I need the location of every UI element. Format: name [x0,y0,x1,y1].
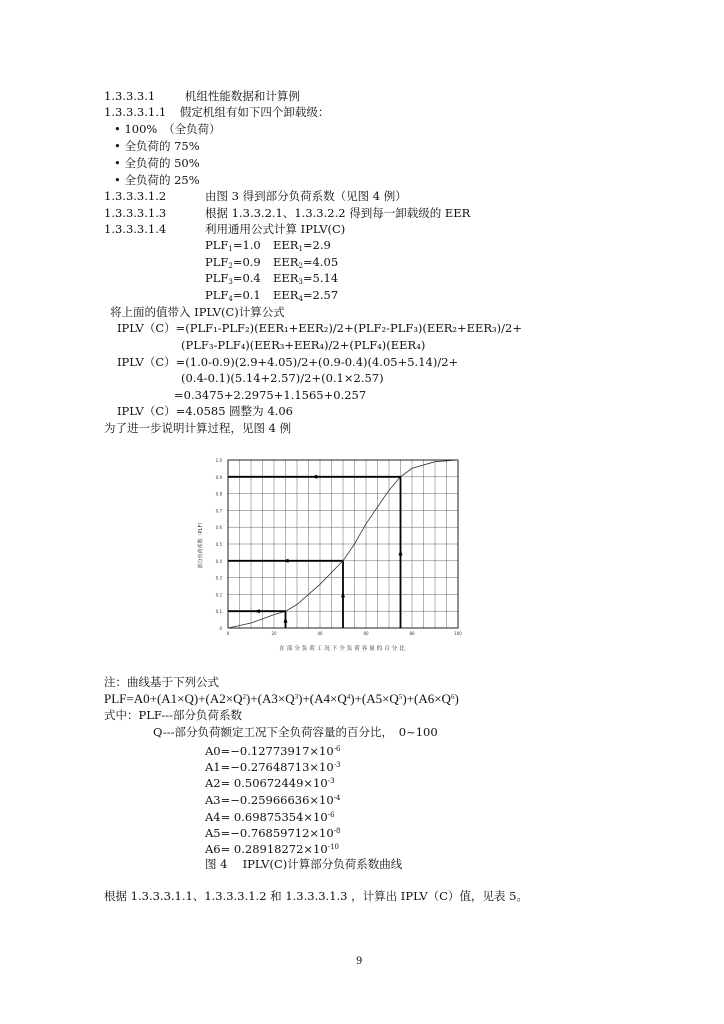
list-item: • 100% （全负荷） [114,122,221,136]
x-tick-label: 20 [271,631,277,636]
list-item: • 全负荷的 75% [114,139,200,153]
y-tick-label: 0.7 [215,508,222,514]
formula-line: (0.4-0.1)(5.14+2.57)/2+(0.1×2.57) [181,371,384,385]
step-line: 1.3.3.3.1.4 利用通用公式计算 IPLV(C) [104,222,346,236]
y-tick-label: 1.0 [215,458,222,463]
y-tick-label: 0.2 [215,592,222,598]
formula-line: IPLV（C）=(PLF₁-PLF₂)(EER₁+EER₂)/2+(PLF₂-PLF₃)(EER₂+EER₃)/2+ [117,321,522,335]
section-number: 1.3.3.3.1 [104,89,156,103]
y-tick-label: 0.9 [215,474,222,480]
step-line: 1.3.3.3.1.2 由图 3 得到部分负荷系数（见图 4 例） [104,189,407,203]
coefficient: $A2= 0.50672449\times 10^{-3}$ [205,776,335,790]
formula-line: IPLV（C）=4.0585 圆整为 4.06 [117,404,293,418]
x-tick-label: 40 [317,631,323,636]
coefficient: $A1=-0.27648713\times 10^{-3}$ [205,760,341,774]
value-row: $PLF_2=0.9$ $EER_2=4.05$ [205,255,339,270]
explain-text: 为了进一步说明计算过程，见图 4 例 [104,421,292,435]
y-tick-label: 0.6 [215,525,222,531]
page-number: 9 [356,956,363,967]
section-number: 1.3.3.3.1.1 [104,105,167,119]
y-tick-label: 0.5 [215,542,222,547]
conclusion-text: 根据 1.3.3.3.1.1、1.3.3.3.1.2 和 1.3.3.3.1.3 ，计算出 IPLV（C）值，见表 5。 [104,889,528,903]
section-heading [104,89,300,103]
formula-line: IPLV（C）=(1.0-0.9)(2.9+4.05)/2+(0.9-0.4)(4.05+5.14)/2+ [117,355,459,369]
coefficient: $A6= 0.28918272\times 10^{-10}$ [205,842,339,856]
plf-chart [190,450,480,660]
figure-caption: 图 4 IPLV(C)计算部分负荷系数曲线 [205,857,403,871]
arrow-up-icon [399,549,403,555]
arrow-left-icon [311,475,317,479]
y-tick-label: 0.3 [215,575,222,581]
y-tick-label: 0.4 [215,558,222,564]
formula-line: (PLF₃-PLF₄)(EER₃+EER₄)/2+(PLF₄)(EER₄) [181,338,426,352]
list-item: • 全负荷的 25% [114,173,200,187]
section-title: 假定机组有如下四个卸载级： [179,105,330,119]
list-item: • 全负荷的 50% [114,156,200,170]
x-tick-label: 100 [454,631,462,636]
formula-line: =0.3475+2.2975+1.1565+0.257 [174,388,367,402]
y-tick-label: 0.8 [215,491,222,497]
substitute-title: 将上面的值带入 IPLV(C)计算公式 [110,305,285,319]
value-row: $PLF_1=1.0$ $EER_1=2.9$ [205,238,331,253]
note-title: 注：曲线基于下列公式 [104,675,219,689]
arrow-up-icon [284,617,288,623]
coefficient: $A0=-0.12773917\times 10^{-6}$ [205,744,341,758]
arrow-left-icon [254,609,260,613]
section-heading [104,105,329,119]
value-row: $PLF_4=0.1$ $EER_4=2.57$ [205,288,339,303]
section-title: 机组性能数据和计算例 [184,89,300,103]
x-tick-label: 80 [409,631,415,636]
x-tick-label: 60 [363,631,369,636]
x-tick-label: 0 [226,631,230,636]
where-q: Q---部分负荷额定工况下全负荷容量的百分比， 0~100 [153,725,438,739]
coefficient: $A5=-0.76859712\times 10^{-8}$ [205,826,341,840]
plf-formula: $PLF=A0+(A1\times Q)+(A2\times Q^2)+(A3\times Q^3)+(A4\times Q^4)+(A5\times Q^5)+(A6\times Q^6)$ [104,691,459,706]
y-tick-label: 0.1 [215,609,222,615]
x-axis-label: 在部分负荷工况下全负荷容量的百分比 [279,646,407,652]
step-line: 1.3.3.3.1.3 根据 1.3.3.2.1、1.3.3.2.2 得到每一卸载级的 EER [104,206,471,220]
y-axis-label: 部分负荷系数（PLF） [198,519,204,569]
coefficient: $A4= 0.69875354\times 10^{-6}$ [205,810,335,824]
where-plf: 式中：PLF---部分负荷系数 [104,708,242,722]
coefficient: $A3=-0.25966636\times 10^{-4}$ [205,793,341,807]
y-tick-label: 0 [219,626,222,631]
value-row: $PLF_3=0.4$ $EER_3=5.14$ [205,271,339,286]
